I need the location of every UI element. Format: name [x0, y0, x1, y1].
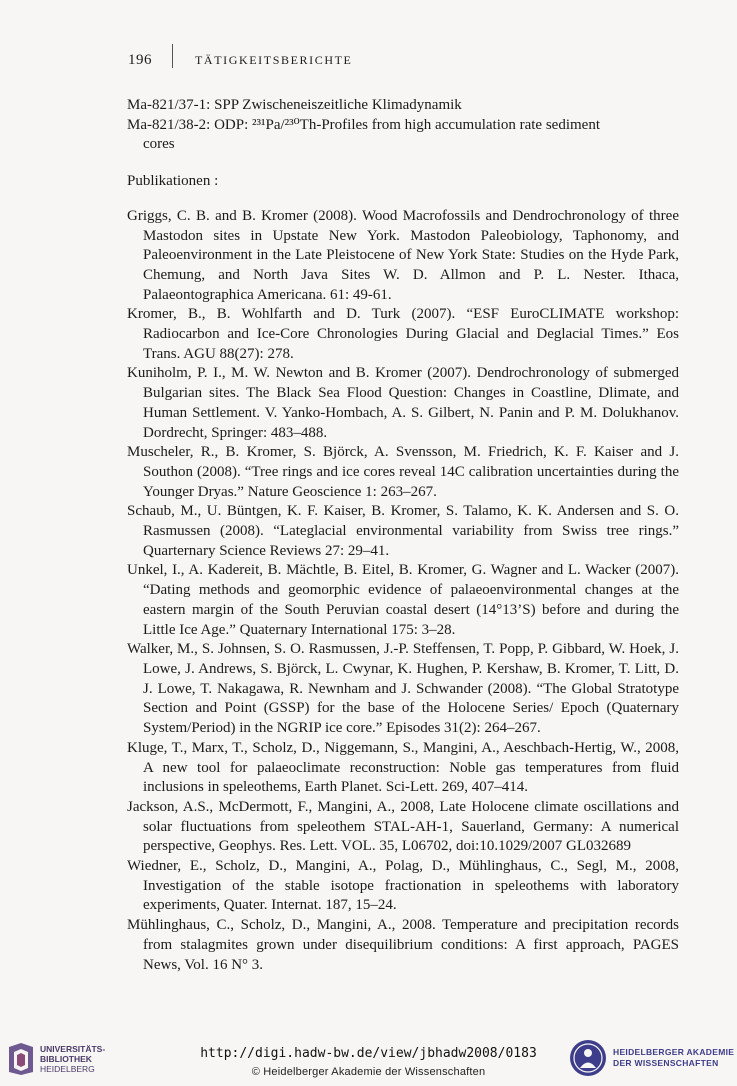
reference-item: Griggs, C. B. and B. Kromer (2008). Wood Macrofossils and Dendrochronology of three Mastodon sites in Upstate New York. Mastodon Paleobiology, Taphonomy, and Paleoenvironment in the Late Pleistocene of New York State: Studies on the Hyde Park, Chemung, and North Java Sites W. D. Allmon and P. L. Nester. Ithaca, Palaeontographica Americana. 61: 49-61.	[127, 207, 679, 303]
reference-item: Wiedner, E., Scholz, D., Mangini, A., Polag, D., Mühlinghaus, C., Segl, M., 2008, Investigation of the stable isotope fractionation in speleothems with laboratory experiments, Quater. Internat. 187, 15–24.	[127, 858, 679, 914]
academy-logo-text	[613, 1047, 734, 1069]
library-logo-line: UNIVERSITÄTS-	[40, 1044, 106, 1054]
running-title: TÄTIGKEITSBERICHTE	[195, 52, 353, 67]
project-entry	[127, 96, 679, 116]
reference-list	[127, 207, 679, 975]
library-logo-line: HEIDELBERG	[40, 1064, 95, 1074]
reference-item: Jackson, A.S., McDermott, F., Mangini, A., 2008, Late Holocene climate oscillations and solar fluctuations from speleothem STAL-AH-1, Sauerland, Germany: A numerical perspective, Geophys. Res. Lett. VOL. 35, L06702, doi:10.1029/2007 GL032689	[127, 798, 679, 855]
project-entry	[127, 116, 679, 155]
project-line: Ma-821/38-2: ODP: ²³¹Pa/²³⁰Th-Profiles from high accumulation rate sediment	[127, 116, 600, 133]
page-header	[128, 50, 352, 70]
reference-item: Kuniholm, P. I., M. W. Newton and B. Kromer (2007). Dendrochronology of submerged Bulgarian sites. The Black Sea Flood Question: Changes in Coastline, Dlimate, and Human Settlement. V. Yanko-Hombach, A. S. Gilbert, N. Panin and P. M. Dolukhanov. Dordrecht, Springer: 483–488.	[127, 365, 679, 441]
header-divider	[172, 44, 173, 68]
academy-seal-icon	[569, 1039, 607, 1077]
reference-item: Kluge, T., Marx, T., Scholz, D., Niggemann, S., Mangini, A., Aeschbach-Hertig, W., 2008, A new tool for palaeoclimate reconstruction: Noble gas temperatures from fluid inclusions in speleothems, Earth Planet. Sci-Lett. 269, 407–414.	[127, 739, 679, 796]
academy-logo-line: DER WISSENSCHAFTEN	[613, 1058, 719, 1068]
library-logo-line: BIBLIOTHEK	[40, 1054, 92, 1064]
academy-logo-line: HEIDELBERGER AKADEMIE	[613, 1047, 735, 1057]
publications-heading: Publikationen :	[127, 173, 219, 190]
main-text	[127, 96, 679, 975]
copyright-notice: © Heidelberger Akademie der Wissenschaften	[251, 1066, 486, 1078]
reference-item: Mühlinghaus, C., Scholz, D., Mangini, A., 2008. Temperature and precipitation records from stalagmites grown under disequilibrium conditions: A first approach, PAGES News, Vol. 16 N° 3.	[127, 917, 679, 973]
permalink-url[interactable]: http://digi.hadw-bw.de/view/jbhadw2008/0183	[200, 1046, 537, 1061]
reference-item: Schaub, M., U. Büntgen, K. F. Kaiser, B. Kromer, S. Talamo, K. K. Andersen and S. O. Rasmussen (2008). “Lateglacial environmental variability from Swiss tree rings.” Quarternary Science Reviews 27: 29–41.	[127, 503, 679, 559]
project-line-continuation: cores	[143, 136, 175, 153]
reference-item: Muscheler, R., B. Kromer, S. Björck, A. Svensson, M. Friedrich, K. F. Kaiser and J. Southon (2008). “Tree rings and ice cores reveal 14C calibration uncertainties during the Younger Dryas.” Nature Geoscience 1: 263–267.	[127, 444, 679, 500]
page-number: 196	[128, 51, 152, 68]
reference-item: Kromer, B., B. Wohlfarth and D. Turk (2007). “ESF EuroCLIMATE workshop: Radiocarbon and Ice-Core Chronologies During Glacial and Deglacial Times.” Eos Trans. AGU 88(27): 278.	[127, 306, 679, 362]
reference-item: Walker, M., S. Johnsen, S. O. Rasmussen, J.-P. Steffensen, T. Popp, P. Gibbard, W. Hoek, J. Lowe, J. Andrews, S. Björck, L. Cwynar, K. Hughen, P. Kershaw, B. Kromer, T. Litt, D. J. Lowe, T. Nakagawa, R. Newnham and J. Schwander (2008). “The Global Stratotype Section and Point (GSSP) for the base of the Holocene Series/ Epoch (Quaternary System/Period) in the NGRIP ice core.” Episodes 31(2): 264–267.	[127, 641, 679, 737]
reference-item: Unkel, I., A. Kadereit, B. Mächtle, B. Eitel, B. Kromer, G. Wagner and L. Wacker (2007). “Dating methods and geomorphic evidence of palaeoenvironmental changes at the eastern margin of the South Peruvian coastal desert (14°13’S) before and during the Little Ice Age.” Quaternary International 175: 3–28.	[127, 562, 679, 638]
academy-logo[interactable]	[569, 1039, 734, 1077]
project-line: Ma-821/37-1: SPP Zwischeneiszeitliche Klimadynamik	[127, 97, 462, 113]
